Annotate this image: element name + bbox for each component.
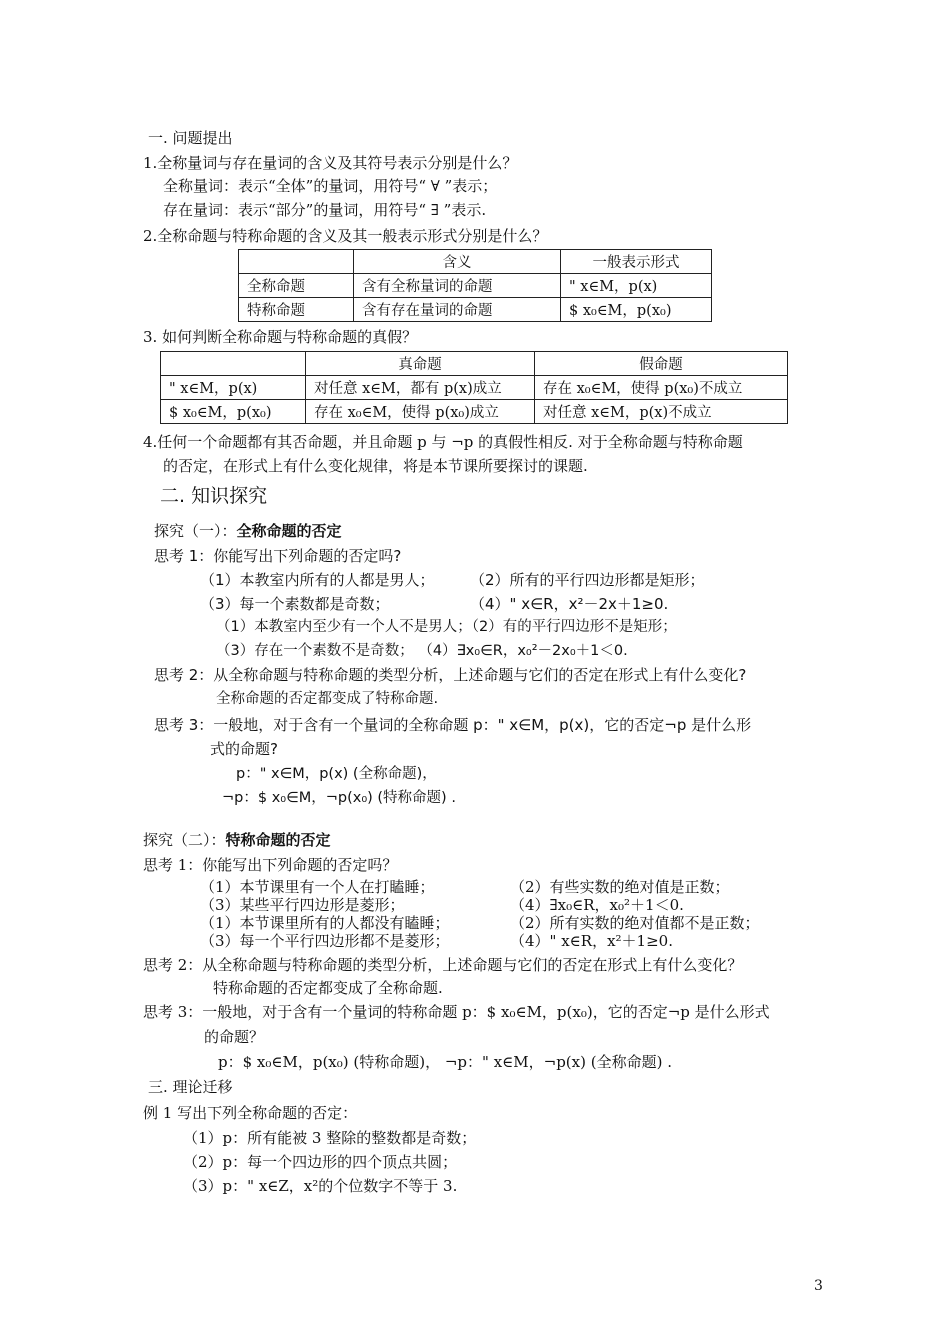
explore2-title-bold: 特称命题的否定: [225, 831, 331, 849]
list-item: （1）p：所有能被 3 整除的整数都是奇数；: [183, 1129, 477, 1147]
explore1-item-3: （3）每一个素数都是奇数；: [200, 595, 390, 613]
explore1-think2: 思考 2：从全称命题与特称命题的类型分析，上述命题与它们的否定在形式上有什么变化?: [154, 666, 747, 684]
section2-heading: 二. 知识探究: [160, 485, 268, 507]
explore2-think2: 思考 2：从全称命题与特称命题的类型分析，上述命题与它们的否定在形式上有什么变化？: [143, 956, 743, 974]
explore2-think3-line1: 思考 3：一般地，对于含有一个量词的特称命题 p：$ x₀∈M，p(x₀)，它的否定¬p 是什么形式: [143, 1003, 770, 1021]
list-item: （3）每一个平行四边形都不是菱形；: [200, 932, 450, 950]
explore1-answer-line2: （3）存在一个素数不是奇数； （4）∃x₀∈R，x₀²－2x₀＋1＜0.: [216, 643, 628, 659]
table-cell: 含有全称量词的命题: [354, 274, 561, 298]
explore2-think1: 思考 1：你能写出下列命题的否定吗？: [143, 856, 398, 874]
table-cell: 存在 x₀∈M，使得 p(x₀)成立: [306, 400, 535, 424]
explore1-item-2: （2）所有的平行四边形都是矩形；: [470, 571, 705, 589]
table-header: 假命题: [535, 352, 788, 376]
example-1: 例 1 写出下列全称命题的否定：: [143, 1104, 358, 1122]
table-header: 真命题: [306, 352, 535, 376]
list-item: （3）某些平行四边形是菱形；: [200, 896, 405, 914]
table-cell: $ x₀∈M，p(x₀): [161, 400, 306, 424]
question-1-answer-existential: 存在量词：表示“部分”的量词，用符号“ ∃ ”表示.: [163, 201, 487, 219]
explore2-answer3: p：$ x₀∈M，p(x₀) (特称命题)， ¬p：" x∈M，¬p(x) (全称命题) .: [218, 1053, 672, 1071]
table-cell: [161, 352, 306, 376]
table-cell: 存在 x₀∈M，使得 p(x₀)不成立: [535, 376, 788, 400]
explore1-title-bold: 全称命题的否定: [236, 522, 342, 540]
explore1-think1: 思考 1：你能写出下列命题的否定吗?: [154, 547, 402, 565]
explore2-answer2: 特称命题的否定都变成了全称命题.: [213, 979, 443, 997]
explore1-item-1: （1）本教室内所有的人都是男人；: [200, 571, 435, 589]
explore1-answer-line1: （1）本教室内至少有一个人不是男人；（2）有的平行四边形不是矩形；: [216, 619, 677, 635]
table-row: [239, 250, 712, 274]
table-row: [161, 352, 788, 376]
explore2-title-prefix: 探究（二）：: [143, 831, 226, 849]
explore2-think3-line2: 的命题？: [204, 1028, 265, 1046]
table-cell: 对任意 x∈M，都有 p(x)成立: [306, 376, 535, 400]
list-item: （2）p：每一个四边形的四个顶点共圆；: [183, 1153, 458, 1171]
explore1-title: [154, 521, 342, 541]
table-cell: [239, 250, 354, 274]
table-row: [161, 400, 788, 424]
list-item: （1）本节课里所有的人都没有瞌睡；: [200, 914, 450, 932]
question-1-answer-universal: 全称量词：表示“全体”的量词，用符号“ ∀ ”表示；: [163, 177, 498, 195]
table-cell: 全称命题: [239, 274, 354, 298]
explore1-think3-line1: 思考 3：一般地，对于含有一个量词的全称命题 p：" x∈M，p(x)，它的否定¬p 是什么形: [154, 716, 752, 734]
explore1-think3-line2: 式的命题?: [210, 740, 278, 758]
explore1-answer3-line1: p：" x∈M，p(x) (全称命题)，: [236, 766, 437, 782]
table-proposition-forms: [238, 249, 712, 322]
table-cell: 对任意 x∈M，p(x)不成立: [535, 400, 788, 424]
table-row: [239, 274, 712, 298]
table-cell: " x∈M，p(x): [161, 376, 306, 400]
section3-heading: 三. 理论迁移: [148, 1078, 233, 1096]
page-number: 3: [814, 1278, 823, 1294]
list-item: （2）所有实数的绝对值都不是正数；: [510, 914, 760, 932]
table-row: [239, 298, 712, 322]
question-3: 3. 如何判断全称命题与特称命题的真假？: [143, 328, 418, 346]
table-cell: 特称命题: [239, 298, 354, 322]
table-cell: 含有存在量词的命题: [354, 298, 561, 322]
explore1-answer3-line2: ¬p：$ x₀∈M，¬p(x₀) (特称命题) .: [222, 790, 456, 806]
table-truth-judgement: [160, 351, 788, 424]
section1-heading: 一. 问题提出: [148, 129, 233, 147]
explore2-title: [143, 830, 331, 850]
list-item: （4）" x∈R，x²＋1≥0.: [510, 932, 673, 950]
explore1-answer2: 全称命题的否定都变成了特称命题.: [216, 691, 439, 707]
list-item: （4）∃x₀∈R，x₀²＋1＜0.: [510, 896, 684, 914]
table-cell: " x∈M，p(x): [561, 274, 712, 298]
table-cell: $ x₀∈M，p(x₀): [561, 298, 712, 322]
question-2: 2.全称命题与特称命题的含义及其一般表示形式分别是什么？: [143, 227, 548, 245]
question-4-line2: 的否定，在形式上有什么变化规律，将是本节课所要探讨的课题.: [163, 457, 588, 475]
table-row: [161, 376, 788, 400]
question-4-line1: 4.任何一个命题都有其否命题，并且命题 p 与 ¬p 的真假性相反. 对于全称命题与特称命题: [143, 433, 743, 451]
table-header: 一般表示形式: [561, 250, 712, 274]
list-item: （2）有些实数的绝对值是正数；: [510, 878, 730, 896]
explore1-item-4: （4）" x∈R，x²－2x＋1≥0.: [470, 595, 669, 613]
list-item: （1）本节课里有一个人在打瞌睡；: [200, 878, 435, 896]
question-1: 1.全称量词与存在量词的含义及其符号表示分别是什么？: [143, 154, 518, 172]
explore1-title-prefix: 探究（一）：: [154, 522, 237, 540]
list-item: （3）p：" x∈Z，x²的个位数字不等于 3.: [183, 1177, 458, 1195]
table-header: 含义: [354, 250, 561, 274]
